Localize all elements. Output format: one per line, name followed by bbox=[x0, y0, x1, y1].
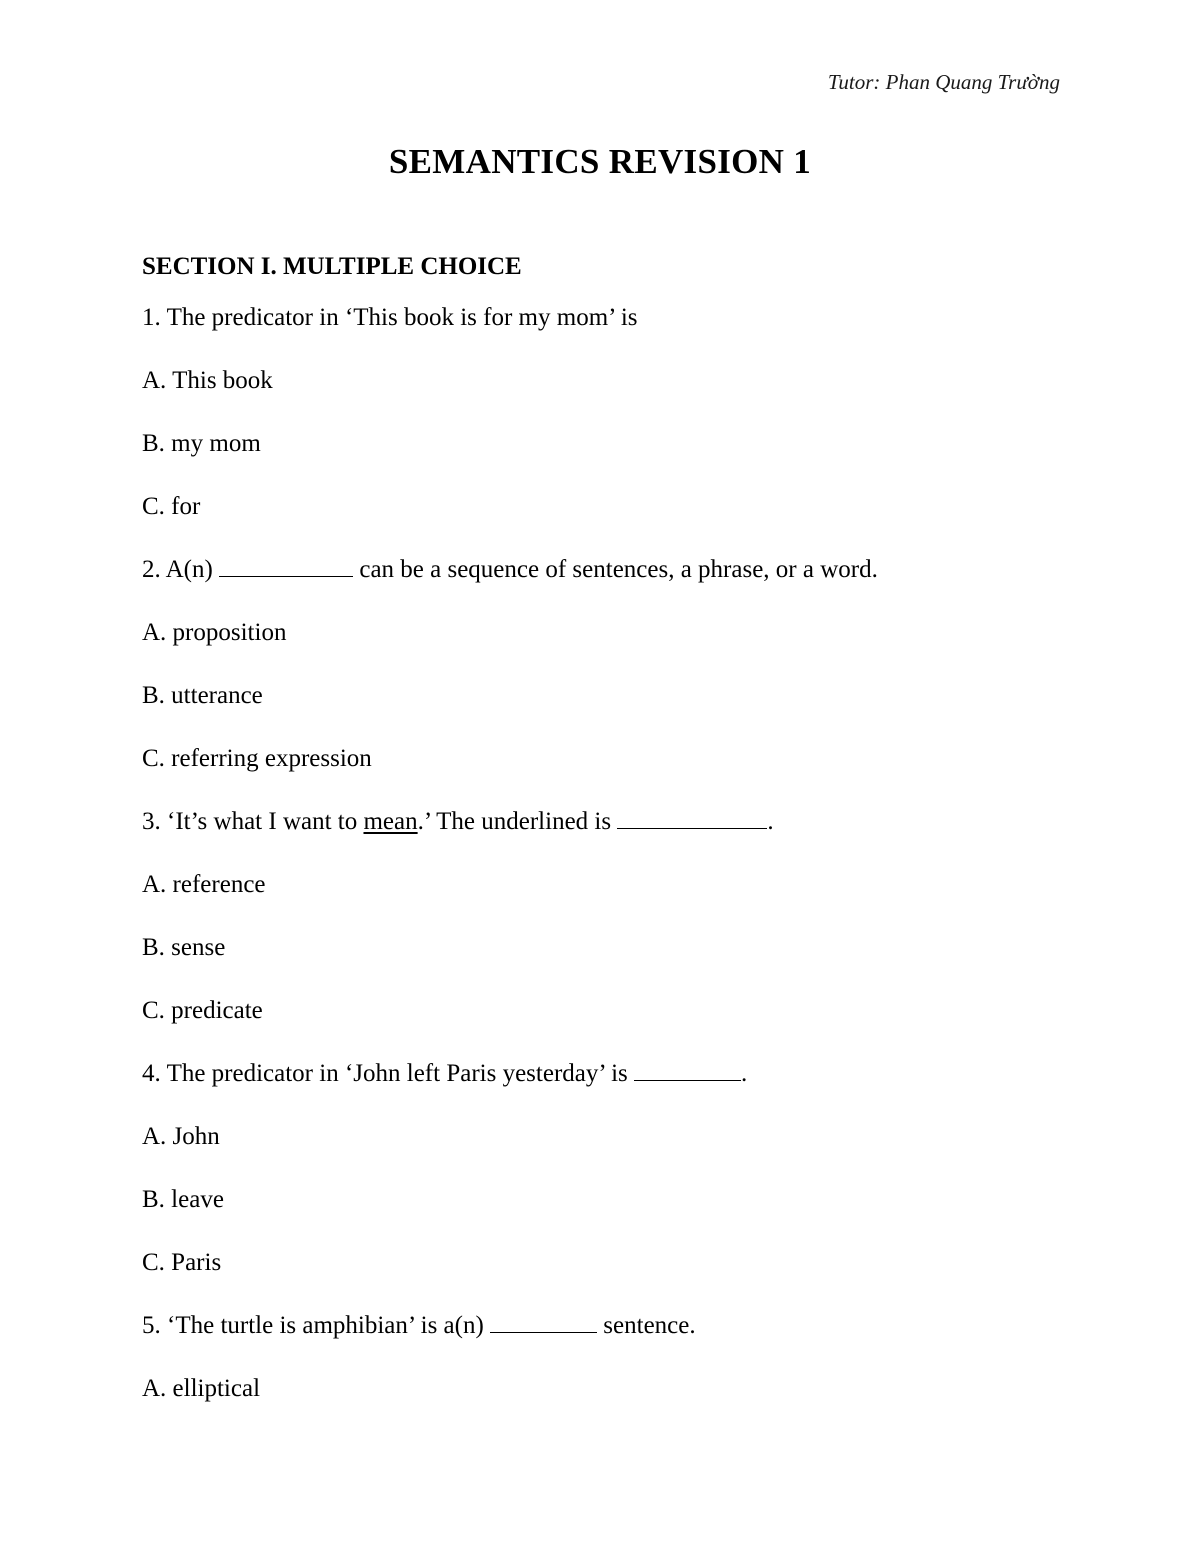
option-1a: A. This book bbox=[142, 367, 273, 394]
question-stem-before: ‘The turtle is amphibian’ is a(n) bbox=[167, 1312, 484, 1339]
answer-blank bbox=[219, 556, 353, 577]
option-4a: A. John bbox=[142, 1123, 220, 1150]
option-3c: C. predicate bbox=[142, 997, 263, 1024]
tutor-header: Tutor: Phan Quang Trường bbox=[827, 70, 1060, 94]
answer-blank bbox=[490, 1312, 597, 1333]
option-3a: A. reference bbox=[142, 871, 266, 898]
option-2c: C. referring expression bbox=[142, 745, 372, 772]
question-stem-middle: .’ The underlined is bbox=[417, 808, 612, 835]
option-1c: C. for bbox=[142, 493, 201, 520]
underlined-word: mean bbox=[363, 808, 418, 835]
question-stem-after: . bbox=[741, 1060, 748, 1087]
section-heading: SECTION I. MULTIPLE CHOICE bbox=[142, 253, 522, 280]
answer-blank bbox=[634, 1060, 741, 1081]
option-4b: B. leave bbox=[142, 1186, 224, 1213]
question-stem-before: The predicator in ‘John left Paris yesterday’ is bbox=[166, 1060, 628, 1087]
question-stem-after: sentence. bbox=[603, 1312, 696, 1339]
option-5a: A. elliptical bbox=[142, 1375, 261, 1402]
option-3b: B. sense bbox=[142, 934, 226, 961]
question-3 bbox=[142, 807, 774, 837]
question-stem-before: ‘It’s what I want to bbox=[167, 808, 358, 835]
question-1 bbox=[142, 303, 638, 333]
question-stem: The predicator in ‘This book is for my mom’ is bbox=[166, 304, 638, 331]
question-4 bbox=[142, 1059, 747, 1089]
question-stem-after: . bbox=[767, 808, 774, 835]
question-number: 1. bbox=[142, 304, 161, 331]
question-5 bbox=[142, 1311, 696, 1341]
option-1b: B. my mom bbox=[142, 430, 261, 457]
page-title: SEMANTICS REVISION 1 bbox=[388, 142, 812, 181]
question-2 bbox=[142, 555, 878, 585]
question-number: 5. bbox=[142, 1312, 161, 1339]
question-stem-before: A(n) bbox=[165, 556, 213, 583]
question-number: 4. bbox=[142, 1060, 161, 1087]
question-number: 2. bbox=[142, 556, 161, 583]
question-number: 3. bbox=[142, 808, 161, 835]
answer-blank bbox=[617, 808, 767, 829]
option-2a: A. proposition bbox=[142, 619, 287, 646]
option-4c: C. Paris bbox=[142, 1249, 222, 1276]
option-2b: B. utterance bbox=[142, 682, 263, 709]
question-stem-after: can be a sequence of sentences, a phrase, or a word. bbox=[359, 556, 878, 583]
